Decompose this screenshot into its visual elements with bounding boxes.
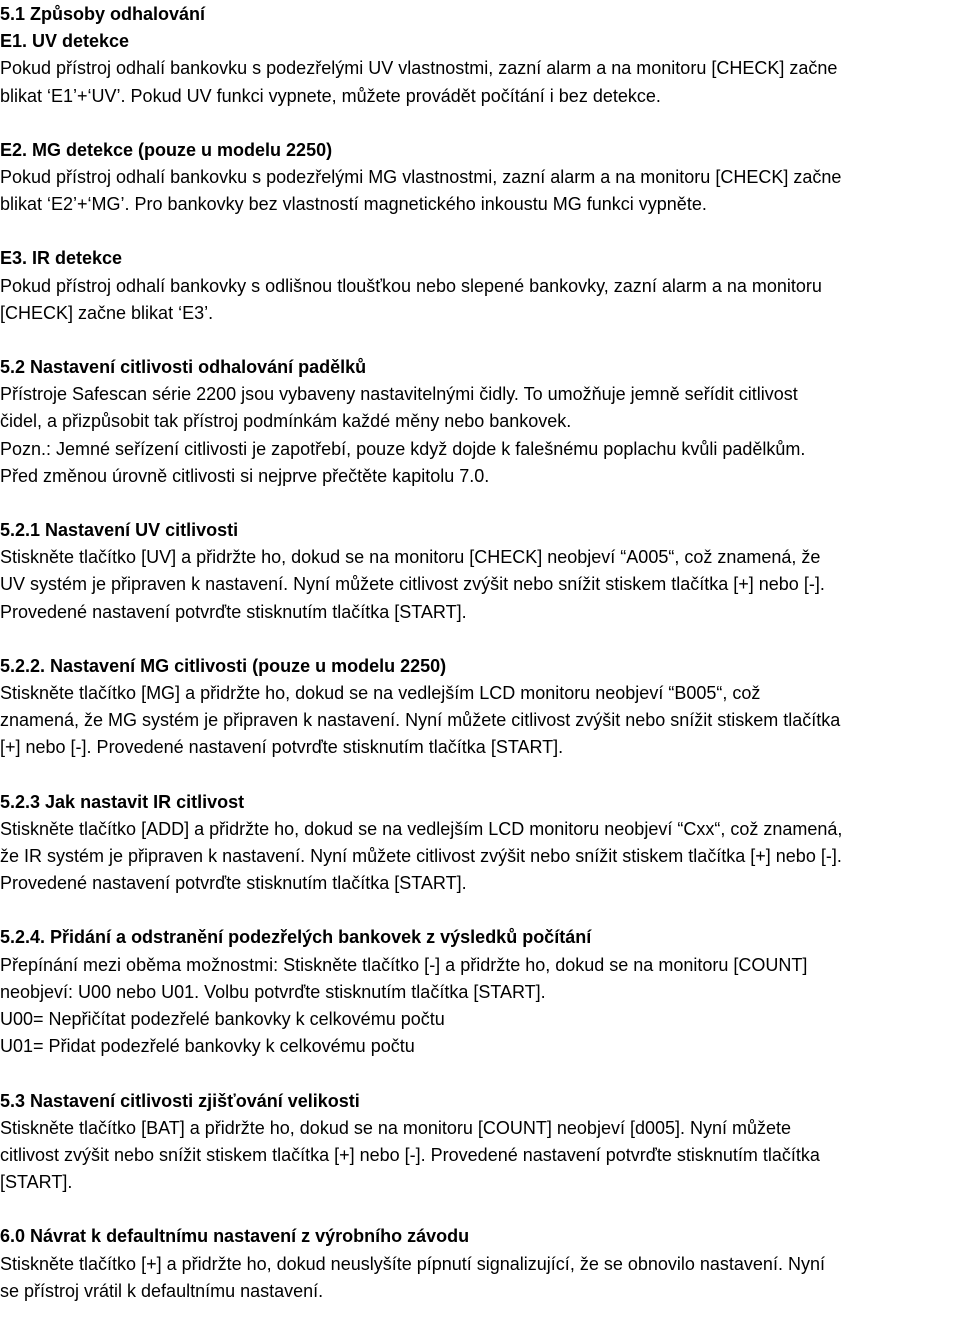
section-5-1-and-e1 xyxy=(0,1,958,110)
section-5-2 xyxy=(0,354,958,490)
section-5-2-1 xyxy=(0,517,958,626)
paragraph-line: Přístroje Safescan série 2200 jsou vybaveny nastavitelnými čidly. To umožňuje jemně seřídit citlivost xyxy=(0,384,798,405)
paragraph-line: Provedené nastavení potvrďte stisknutím tlačítka [START]. xyxy=(0,601,467,622)
paragraph-line: [+] nebo [-]. Provedené nastavení potvrďte stisknutím tlačítka [START]. xyxy=(0,737,564,758)
paragraph-line: Pokud přístroj odhalí bankovku s podezřelými MG vlastnostmi, zazní alarm a na monitoru [CHECK] začne xyxy=(0,167,842,188)
paragraph-line: blikat ‘E2’+‘MG’. Pro bankovky bez vlastností magnetického inkoustu MG funkci vypněte. xyxy=(0,194,707,215)
paragraph-line: [START]. xyxy=(0,1172,73,1193)
paragraph-line: Před změnou úrovně citlivosti si nejprve přečtěte kapitolu 7.0. xyxy=(0,465,490,486)
section-heading-e3: E3. IR detekce xyxy=(0,248,123,269)
paragraph-line: UV systém je připraven k nastavení. Nyní můžete citlivost zvýšit nebo snížit stiskem tlačítka [+] nebo [-]. xyxy=(0,574,825,595)
paragraph-line: neobjeví: U00 nebo U01. Volbu potvrďte stisknutím tlačítka [START]. xyxy=(0,981,546,1002)
paragraph-line: Stiskněte tlačítko [UV] a přidržte ho, dokud se na monitoru [CHECK] neobjeví “A005“, což znamená, že xyxy=(0,547,821,568)
paragraph-line: Stiskněte tlačítko [ADD] a přidržte ho, dokud se na vedlejším LCD monitoru neobjeví “Cxx“, což znamená, xyxy=(0,818,843,839)
section-heading-e2: E2. MG detekce (pouze u modelu 2250) xyxy=(0,139,333,160)
section-heading-6-0: 6.0 Návrat k defaultnímu nastavení z výrobního závodu xyxy=(0,1226,470,1247)
paragraph-line: že IR systém je připraven k nastavení. Nyní můžete citlivost zvýšit nebo snížit stiskem tlačítka [+] nebo [-]. xyxy=(0,846,842,867)
paragraph-line: Provedené nastavení potvrďte stisknutím tlačítka [START]. xyxy=(0,873,467,894)
section-5-2-2 xyxy=(0,653,958,762)
paragraph-line: U00= Nepřičítat podezřelé bankovky k celkovému počtu xyxy=(0,1009,445,1030)
paragraph-line: se přístroj vrátil k defaultnímu nastavení. xyxy=(0,1280,324,1301)
section-heading-5-2-4: 5.2.4. Přidání a odstranění podezřelých bankovek z výsledků počítání xyxy=(0,927,592,948)
section-heading-5-3: 5.3 Nastavení citlivosti zjišťování velikosti xyxy=(0,1090,360,1111)
section-heading-5-1: 5.1 Způsoby odhalování xyxy=(0,4,206,24)
paragraph-line: Pozn.: Jemné seřízení citlivosti je zapotřebí, pouze když dojde k falešnému poplachu kvůli padělkům. xyxy=(0,438,806,459)
paragraph-line: Stiskněte tlačítko [+] a přidržte ho, dokud neuslyšíte pípnutí signalizující, že se obnovilo nastavení. Nyní xyxy=(0,1253,825,1274)
paragraph-line: Přepínání mezi oběma možnostmi: Stiskněte tlačítko [-] a přidržte ho, dokud se na monitoru [COUNT] xyxy=(0,954,808,975)
section-6-0 xyxy=(0,1223,958,1305)
section-e3 xyxy=(0,245,958,327)
paragraph-line: Stiskněte tlačítko [MG] a přidržte ho, dokud se na vedlejším LCD monitoru neobjeví “B005“, což xyxy=(0,683,761,704)
paragraph-line: citlivost zvýšit nebo snížit stiskem tlačítka [+] nebo [-]. Provedené nastavení potvrďte stisknutím tlačítka xyxy=(0,1144,820,1165)
paragraph-line: Stiskněte tlačítko [BAT] a přidržte ho, dokud se na monitoru [COUNT] neobjeví [d005]. Nyní můžete xyxy=(0,1117,792,1138)
section-heading-e1: E1. UV detekce xyxy=(0,31,130,52)
paragraph-line: blikat ‘E1’+‘UV’. Pokud UV funkci vypnete, můžete provádět počítání i bez detekce. xyxy=(0,85,661,106)
section-5-3 xyxy=(0,1088,958,1197)
section-heading-5-2-3: 5.2.3 Jak nastavit IR citlivost xyxy=(0,791,245,812)
paragraph-line: [CHECK] začne blikat ‘E3’. xyxy=(0,302,214,323)
section-5-2-3 xyxy=(0,789,958,898)
section-heading-5-2-2: 5.2.2. Nastavení MG citlivosti (pouze u modelu 2250) xyxy=(0,655,447,676)
paragraph-line: znamená, že MG systém je připraven k nastavení. Nyní můžete citlivost zvýšit nebo snížit stiskem tlačítka xyxy=(0,710,841,731)
section-heading-5-2-1: 5.2.1 Nastavení UV citlivosti xyxy=(0,520,239,541)
paragraph-line: Pokud přístroj odhalí bankovky s odlišnou tloušťkou nebo slepené bankovky, zazní alarm a na monitoru xyxy=(0,275,822,296)
paragraph-line: U01= Přidat podezřelé bankovky k celkovému počtu xyxy=(0,1036,415,1057)
section-heading-5-2: 5.2 Nastavení citlivosti odhalování padělků xyxy=(0,357,367,378)
paragraph-line: čidel, a přizpůsobit tak přístroj podmínkám každé měny nebo bankovek. xyxy=(0,411,572,432)
paragraph-line: Pokud přístroj odhalí bankovku s podezřelými UV vlastnostmi, zazní alarm a na monitoru [CHECK] začne xyxy=(0,58,838,79)
section-5-2-4 xyxy=(0,924,958,1060)
section-e2 xyxy=(0,137,958,219)
